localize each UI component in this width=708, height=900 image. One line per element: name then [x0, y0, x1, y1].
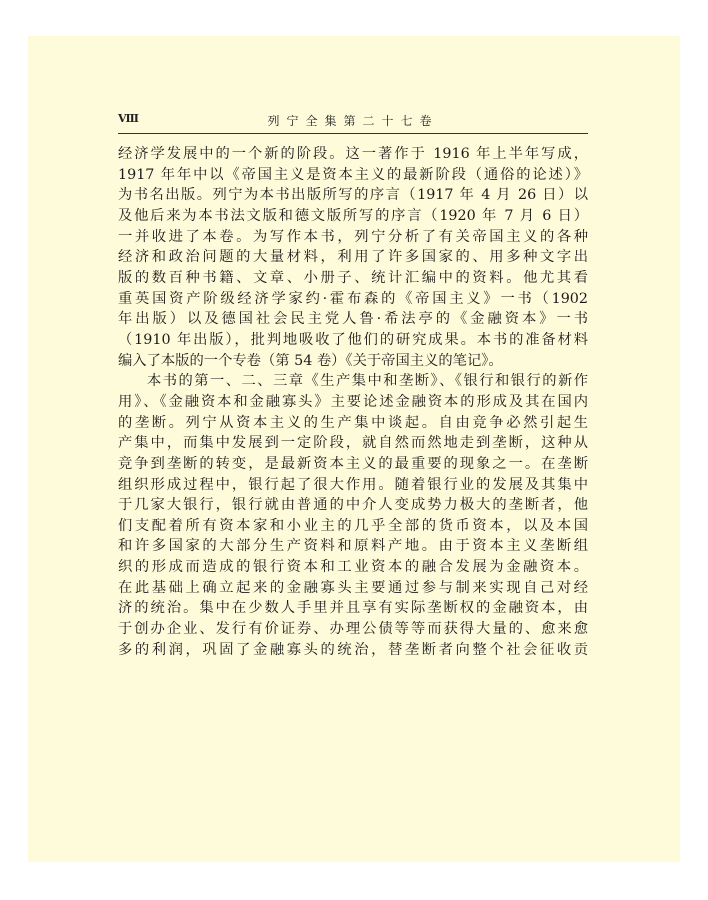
text-line: 版的数百种书籍、文章、小册子、统计汇编中的资料。他尤其看 — [118, 269, 588, 286]
text-line: 1917 年年中以《帝国主义是资本主义的最新阶段（通俗的论述）》 — [118, 166, 588, 183]
text-line: 重英国资产阶级经济学家约·霍布森的《帝国主义》一书（1902 — [118, 290, 588, 307]
text-line: 们支配着所有资本家和小业主的几乎全部的货币资本，以及本国 — [118, 517, 588, 534]
text-line: 多的利润，巩固了金融寡头的统治，替垄断者向整个社会征收贡 — [118, 641, 588, 658]
text-line: 和许多国家的大部分生产资料和原料产地。由于资本主义垄断组 — [118, 538, 588, 555]
text-line: 一并收进了本卷。为写作本书，列宁分析了有关帝国主义的各种 — [118, 228, 588, 245]
text-line: （1910 年出版），批判地吸收了他们的研究成果。本书的准备材料 — [118, 331, 588, 348]
text-line: 在此基础上确立起来的金融寡头主要通过参与制来实现自己对经 — [118, 579, 588, 596]
text-line: 经济和政治问题的大量材料，利用了许多国家的、用多种文字出 — [118, 249, 588, 266]
text-line: 及他后来为本书法文版和德文版所写的序言（1920 年 7 月 6 日） — [118, 207, 588, 224]
text-line: 年出版）以及德国社会民主党人鲁·希法亭的《金融资本》一书 — [118, 311, 588, 328]
text-line: 用》、《金融资本和金融寡头》主要论述金融资本的形成及其在国内 — [118, 393, 588, 410]
text-line: 于几家大银行，银行就由普通的中介人变成势力极大的垄断者，他 — [118, 497, 588, 514]
text-line: 编入了本版的一个专卷（第 54 卷）《关于帝国主义的笔记》。 — [118, 352, 503, 369]
text-line: 于创办企业、发行有价证券、办理公债等等而获得大量的、愈来愈 — [118, 621, 588, 638]
text-line: 织的形成而造成的银行资本和工业资本的融合发展为金融资本。 — [118, 559, 588, 576]
text-line: 的垄断。列宁从资本主义的生产集中谈起。自由竞争必然引起生 — [118, 414, 588, 431]
text-line: 竞争到垄断的转变，是最新资本主义的最重要的现象之一。在垄断 — [118, 455, 588, 472]
running-header — [118, 112, 588, 130]
text-line: 本书的第一、二、三章《生产集中和垄断》、《银行和银行的新作 — [147, 373, 588, 390]
text-line: 产集中，而集中发展到一定阶段，就自然而然地走到垄断，这种从 — [118, 435, 588, 452]
text-line: 济的统治。集中在少数人手里并且享有实际垄断权的金融资本，由 — [118, 600, 588, 617]
body-text — [118, 144, 588, 660]
text-line: 组织形成过程中，银行起了很大作用。随着银行业的发展及其集中 — [118, 476, 588, 493]
text-line: 经济学发展中的一个新的阶段。这一著作于 1916 年上半年写成， — [118, 146, 588, 162]
running-title: 列宁全集第二十七卷 — [267, 114, 439, 128]
header-rule — [118, 133, 588, 134]
page-number: Ⅷ — [118, 112, 139, 125]
text-line: 为书名出版。列宁为本书出版所写的序言（1917 年 4 月 26 日）以 — [118, 187, 588, 204]
